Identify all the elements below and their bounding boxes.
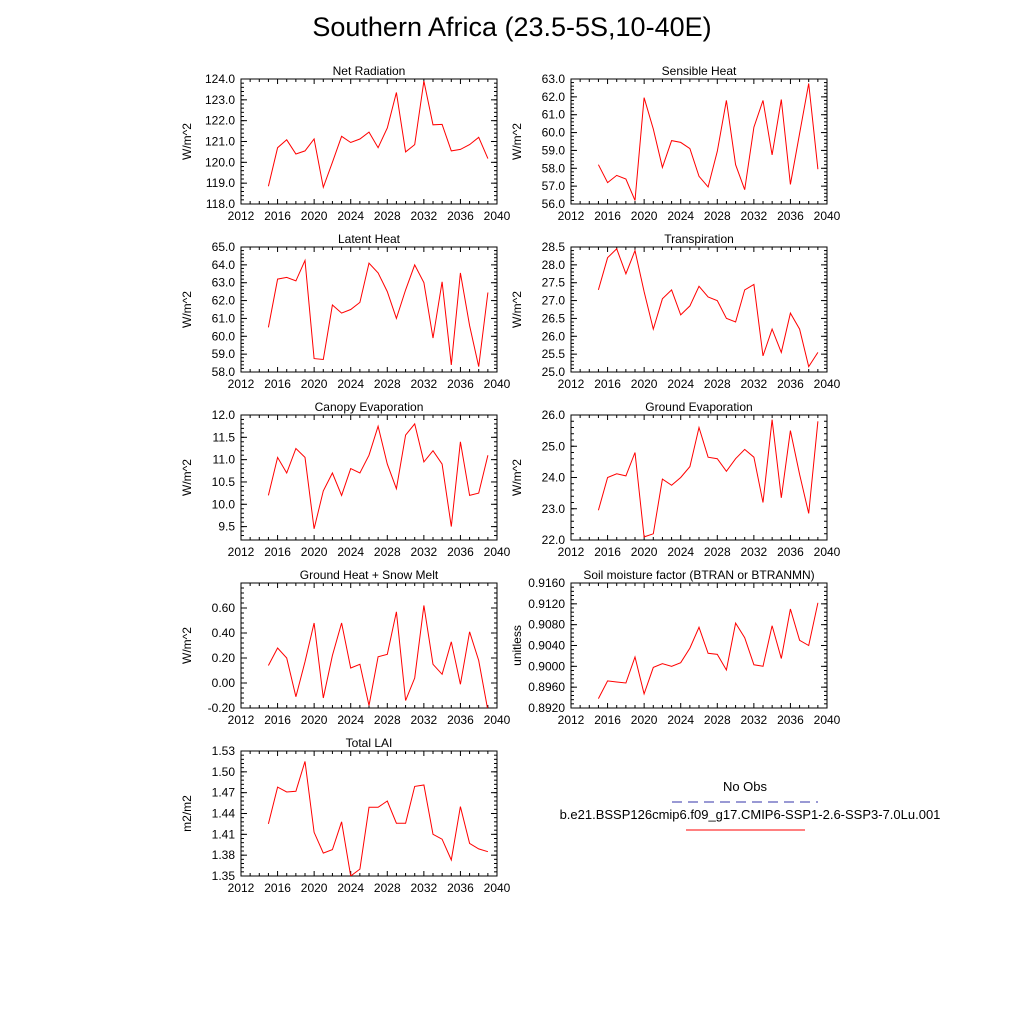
y-tick-label: -0.20 [207, 701, 235, 715]
y-tick-label: 58.0 [211, 365, 235, 379]
y-tick-label: 121.0 [204, 134, 235, 149]
x-tick-label: 2024 [337, 881, 365, 895]
legend-model-label: b.e21.BSSP126cmip6.f09_g17.CMIP6-SSP1-2.6-SSP3-7.0Lu.001 [559, 807, 941, 822]
chart-panel-7 [180, 568, 511, 727]
y-tick-label: 59.0 [211, 347, 235, 362]
plot-frame [571, 79, 827, 204]
y-tick-label: 1.41 [211, 827, 235, 842]
x-tick-label: 2016 [264, 545, 291, 559]
y-tick-label: 1.53 [211, 744, 235, 758]
chart-panel-8 [510, 568, 841, 727]
x-tick-label: 2012 [227, 377, 255, 391]
chart-panel-1 [180, 64, 511, 223]
y-tick-label: 10.5 [211, 474, 235, 489]
legend-obs [670, 779, 820, 809]
x-tick-label: 2016 [594, 545, 621, 559]
x-tick-label: 2028 [703, 377, 731, 391]
y-tick-label: 0.9000 [528, 659, 565, 674]
x-tick-label: 2040 [483, 377, 511, 391]
chart-panel-2 [510, 64, 841, 223]
y-tick-label: 26.0 [541, 408, 565, 422]
plot-frame [241, 247, 497, 372]
y-tick-label: 62.0 [541, 89, 565, 104]
y-tick-label: 0.8960 [528, 680, 565, 695]
y-tick-label: 65.0 [211, 240, 235, 254]
y-tick-label: 60.0 [211, 329, 235, 344]
y-tick-label: 1.38 [211, 848, 235, 863]
y-tick-label: 0.40 [211, 626, 235, 640]
y-tick-label: 23.0 [541, 501, 565, 516]
x-tick-label: 2012 [227, 209, 255, 223]
panel-title: Total LAI [345, 736, 393, 750]
x-tick-label: 2032 [410, 881, 438, 895]
series-line [598, 84, 818, 201]
chart-panel-6 [510, 400, 841, 559]
y-tick-label: 25.0 [541, 365, 565, 379]
y-axis-label: W/m^2 [180, 291, 194, 328]
x-tick-label: 2012 [227, 881, 255, 895]
y-tick-label: 0.00 [211, 676, 235, 690]
series-line [268, 761, 488, 876]
y-axis-label: W/m^2 [180, 123, 194, 160]
y-tick-label: 9.5 [218, 519, 235, 534]
y-tick-label: 25.5 [541, 347, 565, 362]
x-tick-label: 2020 [630, 209, 658, 223]
x-tick-label: 2016 [264, 209, 291, 223]
x-tick-label: 2040 [483, 881, 511, 895]
panel-title: Ground Heat + Snow Melt [299, 568, 439, 582]
x-tick-label: 2012 [557, 545, 585, 559]
legend-model-swatch [500, 826, 1000, 834]
x-tick-label: 2040 [483, 713, 511, 727]
y-tick-label: 10.0 [211, 497, 235, 512]
y-tick-label: 60.0 [541, 125, 565, 140]
y-tick-label: 1.50 [211, 764, 235, 779]
x-tick-label: 2024 [667, 713, 695, 727]
plot-frame [241, 415, 497, 540]
y-tick-label: 0.8920 [528, 701, 565, 715]
y-tick-label: 1.35 [211, 869, 235, 883]
x-tick-label: 2036 [447, 713, 474, 727]
x-tick-label: 2028 [373, 713, 401, 727]
x-tick-label: 2020 [300, 881, 328, 895]
x-tick-label: 2012 [557, 713, 585, 727]
x-tick-label: 2028 [703, 713, 731, 727]
y-tick-label: 28.0 [541, 257, 565, 272]
x-tick-label: 2028 [373, 377, 401, 391]
x-tick-label: 2012 [557, 377, 585, 391]
y-tick-label: 1.44 [211, 806, 235, 821]
series-line [268, 606, 488, 711]
x-tick-label: 2036 [447, 377, 474, 391]
y-tick-label: 27.0 [541, 293, 565, 308]
x-tick-label: 2020 [300, 209, 328, 223]
y-tick-label: 11.5 [212, 430, 235, 445]
y-tick-label: 26.5 [541, 311, 565, 326]
x-tick-label: 2032 [740, 209, 768, 223]
x-tick-label: 2032 [740, 713, 768, 727]
series-line [598, 603, 818, 699]
plot-frame [241, 583, 497, 708]
x-tick-label: 2032 [740, 545, 768, 559]
legend-model [500, 807, 1000, 837]
x-tick-label: 2036 [447, 209, 474, 223]
x-tick-label: 2024 [667, 545, 695, 559]
x-tick-label: 2032 [740, 377, 768, 391]
x-tick-label: 2032 [410, 545, 438, 559]
series-line [598, 249, 818, 367]
page-title: Southern Africa (23.5-5S,10-40E) [312, 12, 712, 42]
y-axis-label: unitless [510, 625, 524, 666]
x-tick-label: 2016 [594, 209, 621, 223]
y-tick-label: 124.0 [204, 72, 235, 86]
panel-title: Canopy Evaporation [314, 400, 424, 414]
series-line [268, 424, 488, 529]
y-tick-label: 12.0 [211, 408, 235, 422]
series-line [598, 420, 818, 537]
chart-panel-9 [180, 736, 511, 895]
y-tick-label: 0.9160 [528, 576, 565, 590]
y-tick-label: 27.5 [541, 275, 565, 290]
y-axis-label: W/m^2 [510, 291, 524, 328]
x-tick-label: 2016 [594, 713, 621, 727]
x-tick-label: 2032 [410, 209, 438, 223]
y-tick-label: 0.9040 [528, 638, 565, 653]
x-tick-label: 2028 [703, 209, 731, 223]
x-tick-label: 2020 [300, 713, 328, 727]
y-tick-label: 64.0 [211, 257, 235, 272]
y-tick-label: 63.0 [541, 72, 565, 86]
plot-frame [571, 583, 827, 708]
x-tick-label: 2032 [410, 377, 438, 391]
y-tick-label: 122.0 [204, 113, 235, 128]
series-line [268, 260, 488, 366]
y-tick-label: 24.0 [541, 470, 565, 485]
panel-title: Soil moisture factor (BTRAN or BTRANMN) [583, 568, 815, 582]
x-tick-label: 2040 [483, 545, 511, 559]
y-tick-label: 22.0 [541, 533, 565, 547]
x-tick-label: 2028 [703, 545, 731, 559]
panel-title: Ground Evaporation [645, 400, 753, 414]
x-tick-label: 2012 [557, 209, 585, 223]
x-tick-label: 2016 [264, 713, 291, 727]
x-tick-label: 2024 [667, 377, 695, 391]
y-tick-label: 58.0 [541, 161, 565, 176]
legend-obs-label: No Obs [722, 779, 768, 794]
y-tick-label: 57.0 [541, 179, 565, 194]
y-tick-label: 0.9120 [528, 596, 565, 611]
x-tick-label: 2016 [264, 881, 291, 895]
y-axis-label: W/m^2 [180, 627, 194, 664]
x-tick-label: 2012 [227, 545, 255, 559]
chart-panel-5 [180, 400, 511, 559]
chart-panel-3 [180, 232, 511, 391]
y-tick-label: 120.0 [204, 155, 235, 170]
y-tick-label: 0.20 [211, 651, 235, 665]
x-tick-label: 2036 [447, 545, 474, 559]
plot-frame [571, 415, 827, 540]
x-tick-label: 2020 [630, 713, 658, 727]
legend-obs-swatch [670, 798, 820, 806]
y-tick-label: 0.9080 [528, 617, 565, 632]
x-tick-label: 2032 [410, 713, 438, 727]
series-line [268, 81, 488, 187]
y-tick-label: 26.0 [541, 329, 565, 344]
y-tick-label: 61.0 [541, 107, 565, 122]
y-tick-label: 62.0 [211, 293, 235, 308]
x-tick-label: 2040 [813, 713, 841, 727]
x-tick-label: 2024 [337, 209, 365, 223]
panel-title: Transpiration [664, 232, 734, 246]
x-tick-label: 2028 [373, 209, 401, 223]
x-tick-label: 2036 [447, 881, 474, 895]
x-tick-label: 2020 [300, 377, 328, 391]
x-tick-label: 2036 [777, 377, 804, 391]
panel-title: Sensible Heat [661, 64, 737, 78]
y-tick-label: 61.0 [211, 311, 235, 326]
y-tick-label: 123.0 [204, 92, 235, 107]
x-tick-label: 2040 [813, 377, 841, 391]
x-tick-label: 2028 [373, 881, 401, 895]
x-tick-label: 2016 [264, 377, 291, 391]
y-tick-label: 28.5 [541, 240, 565, 254]
x-tick-label: 2036 [777, 209, 804, 223]
x-tick-label: 2036 [777, 545, 804, 559]
y-tick-label: 1.47 [211, 785, 235, 800]
y-axis-label: m2/m2 [180, 795, 194, 832]
y-tick-label: 25.0 [541, 439, 565, 454]
x-tick-label: 2040 [483, 209, 511, 223]
x-tick-label: 2024 [337, 713, 365, 727]
plot-frame [241, 751, 497, 876]
y-tick-label: 63.0 [211, 275, 235, 290]
y-axis-label: W/m^2 [180, 459, 194, 496]
plot-frame [571, 247, 827, 372]
x-tick-label: 2024 [337, 377, 365, 391]
y-tick-label: 11.0 [212, 452, 235, 467]
x-tick-label: 2024 [337, 545, 365, 559]
chart-panel-4 [510, 232, 841, 391]
x-tick-label: 2028 [373, 545, 401, 559]
panel-title: Net Radiation [332, 64, 406, 78]
x-tick-label: 2012 [227, 713, 255, 727]
panel-title: Latent Heat [337, 232, 401, 246]
x-tick-label: 2024 [667, 209, 695, 223]
y-tick-label: 118.0 [205, 197, 235, 211]
x-tick-label: 2040 [813, 545, 841, 559]
x-tick-label: 2040 [813, 209, 841, 223]
x-tick-label: 2020 [630, 377, 658, 391]
x-tick-label: 2016 [594, 377, 621, 391]
x-tick-label: 2020 [630, 545, 658, 559]
x-tick-label: 2020 [300, 545, 328, 559]
y-tick-label: 56.0 [541, 197, 565, 211]
y-axis-label: W/m^2 [510, 123, 524, 160]
x-tick-label: 2036 [777, 713, 804, 727]
y-tick-label: 0.60 [211, 601, 235, 615]
y-tick-label: 59.0 [541, 143, 565, 158]
y-tick-label: 119.0 [205, 176, 235, 191]
y-axis-label: W/m^2 [510, 459, 524, 496]
plot-frame [241, 79, 497, 204]
